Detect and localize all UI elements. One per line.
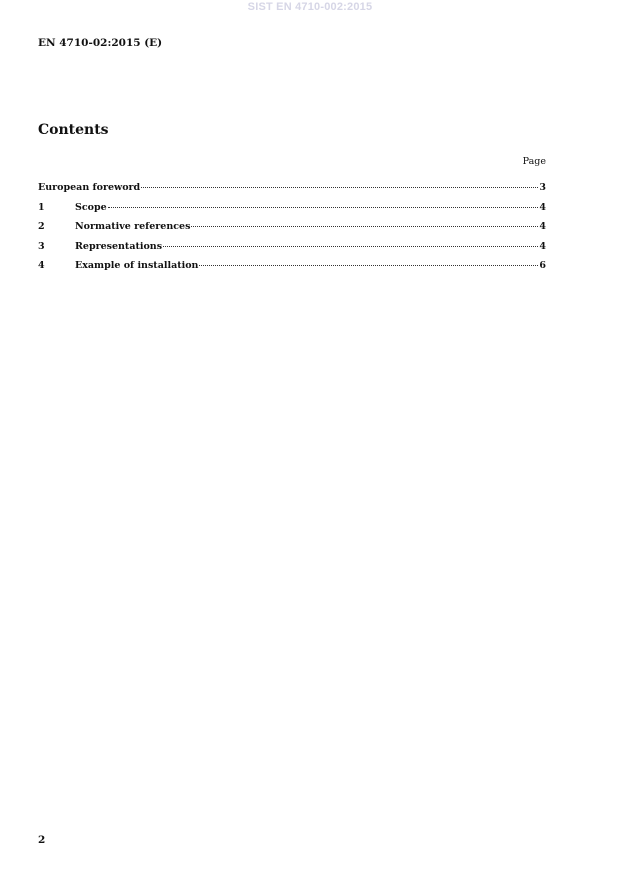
toc-entry-scope[interactable]: [38, 202, 546, 222]
toc-entry-title: Example of installation: [75, 260, 199, 272]
contents-heading: Contents: [38, 122, 109, 138]
toc-entry-title: European foreword: [38, 182, 141, 193]
toc-entry-page: 3: [539, 182, 546, 193]
toc-leader-dots: [191, 226, 538, 227]
toc-entry-title: Representations: [75, 240, 163, 252]
toc-entry-number: 2: [38, 221, 45, 233]
toc-entry-title: Scope: [75, 201, 107, 213]
page-column-label: Page: [522, 156, 546, 167]
toc-entry-page: 4: [539, 201, 546, 213]
toc-leader-dots: [199, 265, 538, 266]
page-number: 2: [38, 834, 46, 846]
table-of-contents: [38, 182, 546, 280]
toc-leader-dots: [108, 207, 539, 208]
document-identifier: EN 4710-02:2015 (E): [38, 37, 163, 49]
watermark-text: SIST EN 4710-002:2015: [247, 1, 373, 13]
toc-entry-page: 4: [539, 240, 546, 252]
toc-entry-european-foreword[interactable]: [38, 182, 546, 202]
toc-entry-page: 4: [539, 221, 546, 233]
toc-leader-dots: [163, 246, 538, 247]
toc-entry-example-of-installation[interactable]: [38, 260, 546, 280]
toc-entry-normative-references[interactable]: [38, 221, 546, 241]
toc-entry-number: 3: [38, 240, 45, 252]
toc-leader-dots: [141, 187, 538, 188]
toc-entry-page: 6: [539, 260, 546, 272]
toc-entry-number: 1: [38, 201, 45, 213]
toc-entry-title: Normative references: [75, 221, 191, 233]
toc-entry-number: 4: [38, 260, 45, 272]
toc-entry-representations[interactable]: [38, 241, 546, 261]
